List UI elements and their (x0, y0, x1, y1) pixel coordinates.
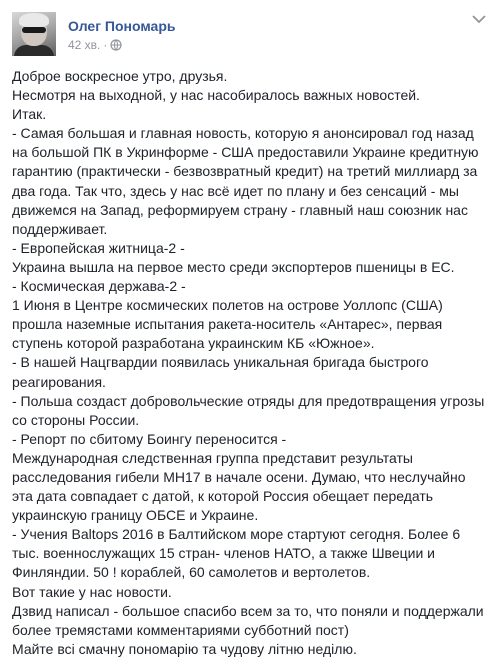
post-text-line: более тремястами комментариями субботний пост) (12, 621, 349, 638)
post-header (12, 12, 492, 58)
post-text (12, 67, 494, 659)
post-text-line: Международная следственная группа представит результаты (12, 449, 413, 466)
author-name[interactable]: Олег Пономарь (68, 18, 176, 34)
chevron-down-icon[interactable] (472, 14, 486, 24)
post-text-line: - Польша создаст добровольческие отряды для предотвращения угрозы (12, 392, 485, 409)
post-text-line: на большой ПК в Укринформе - США предоставили Украине кредитную (12, 144, 479, 161)
post-text-line: Майте всі смачну пономарію та чудову літню неділю. (12, 640, 357, 657)
post-text-line: реагирования. (12, 373, 106, 390)
post-text-line: - В нашей Нацгвардии появилась уникальная бригада быстрого (12, 354, 429, 371)
post-meta (68, 38, 122, 52)
globe-icon[interactable] (110, 39, 122, 51)
post-text-line: украинскую границу ОБСЕ и Украине. (12, 507, 259, 524)
post-text-line: 1 Июня в Центре космических полетов на острове Уоллопс (США) (12, 297, 443, 314)
post-text-line: Финляндии. 50 ! кораблей, 60 самолетов и вертолетов. (12, 564, 371, 581)
post-text-line: Украина вышла на первое место среди экспортеров пшеницы в ЕС. (12, 258, 455, 275)
meta-separator: · (103, 38, 108, 52)
post-text-line: - Репорт по сбитому Боингу переносится - (12, 430, 287, 447)
post-text-line: Вот такие у нас новости. (12, 583, 172, 600)
post-text-line: поддерживает. (12, 220, 108, 237)
post-text-line: - Учения Baltops 2016 в Балтийском море стартуют сегодня. Более 6 (12, 526, 461, 543)
post-text-line: прошла наземные испытания ракета-носитель «Антарес», первая (12, 316, 443, 333)
post-timestamp[interactable]: 42 хв. (68, 38, 101, 52)
author-avatar[interactable] (12, 12, 56, 56)
post-text-line: Доброе воскресное утро, друзья. (12, 68, 228, 84)
post-text-line: два года. Так что, здесь у нас всё идет по плану и без сенсаций - мы (12, 182, 459, 199)
post-text-line: Итак. (12, 106, 47, 123)
post-text-line: гарантию (практически - безвозвратный кредит) на третий миллиард за (12, 163, 478, 180)
post-text-line: - Самая большая и главная новость, которую я анонсировал год назад (12, 125, 474, 142)
post-text-line: эта дата совпадает с датой, к которой Россия обещает передать (12, 488, 434, 505)
post-text-line: тыс. военнослужащих 15 стран- членов НАТО, а также Швеции и (12, 545, 435, 562)
post-text-line: Дзвид написал - большое спасибо всем за то, что поняли и поддержали (12, 602, 484, 619)
post-text-line: со стороны России. (12, 411, 140, 428)
post-text-line: - Европейская житница-2 - (12, 239, 185, 256)
post-text-line: ступень которой разработана украинским КБ «Южное». (12, 335, 375, 352)
post-text-line: движемся на Запад, реформируем страну - главный наш союзник нас (12, 201, 468, 218)
post-text-line: - Космическая держава-2 - (12, 278, 186, 295)
post-text-line: расследования гибели МН17 в начале осени. Думаю, что неслучайно (12, 468, 466, 485)
post-text-line: Несмотря на выходной, у нас насобиралось важных новостей. (12, 87, 420, 104)
